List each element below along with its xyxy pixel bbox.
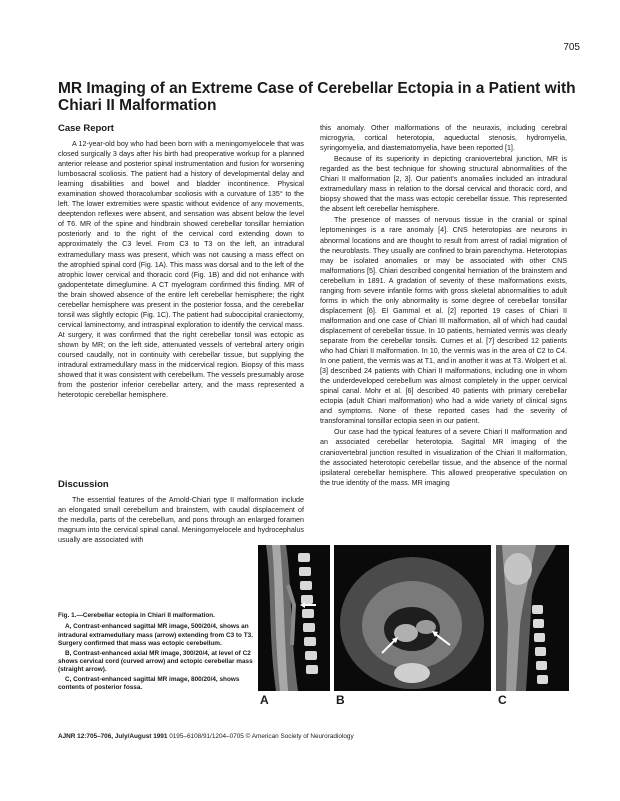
- discussion-paragraph: The essential features of the Arnold-Chiari type II malformation include an elongated small cerebellum and brainstem, with caudal displacement of the medulla, parts of the cerebellum, and pons through an enlarged foramen magnum into the cervical spinal canal. Meningomyelocele and hydrocephalus usually are associated with: [58, 496, 304, 545]
- caption-item-c: C, Contrast-enhanced sagittal MR image, 800/20/4, shows contents of posterior fossa.: [58, 675, 240, 692]
- figure-label-a: A: [260, 693, 269, 707]
- right-paragraph-1: this anomaly. Other malformations of the neuraxis, including cerebral microgyria, cortical heterotopia, aqueductal stenosis, hydromyelia, syringomyelia, and diastematomyelia, have been reported [1].: [320, 124, 567, 153]
- caption-item-a: A, Contrast-enhanced sagittal MR image, 500/20/4, shows an intradural extramedullary mass (arrow) extending from C3 to T3. Surgery confirmed that mass was ectopic cerebellum.: [58, 623, 253, 648]
- page-number: 705: [563, 42, 580, 53]
- right-paragraph-2: Because of its superiority in depicting craniovertebral junction, MR is regarded as the best technique for showing structural abnormalities of the Chiari II malformation [2, 3]. Our patient's anomalies included an intradural extramedullary mass in relation to the dorsal cervical and thoracic cord, and biopsy showed that the mass was ectopic cerebellar tissue. This represented the absent left cerebellar hemisphere.: [320, 155, 567, 214]
- caption-item-b: B, Contrast-enhanced axial MR image, 300/20/4, at level of C2 shows cervical cord (curved arrow) and ectopic cerebellar mass (straight arrow).: [58, 649, 253, 674]
- footer-details: 0195–6108/91/1204–0705 © American Society of Neuroradiology: [169, 733, 354, 740]
- figure-label-b: B: [336, 693, 345, 707]
- footer-journal: AJNR 12:705–706, July/August 1991: [58, 733, 168, 740]
- case-report-paragraph: A 12-year-old boy who had been born with a meningomyelocele that was closed surgically 3 days after his birth had preoperative workup for a planned anterior release and posterior spinal instrumentation and fusion for worsening lumbosacral scoliosis. The patient had a history of developmental delay and learning disabilities and bowel and bladder incontinence. Physical examination showed thoracolumbar scoliosis with a curvature of 135° to the left. The lower extremities were spastic without evidence of any movements, deeptendon reflexes were absent, and sensation was absent below the level of T6. MR of the spine and hindbrain showed cerebellar tonsillar herniation posteriorly and to the right of the cervical cord extending down to approximately the C3 level. From C3 to T3 on the left, an intradural extramedullary mass was present, which was not causing a mass effect on the atrophied spinal cord (Fig. 1A). This mass was dorsal and to the left of the atrophic lower cervical and thoracic cord (Fig. 1B) and did not enhance with gadopentetate dimeglumine. A CT myelogram confirmed this finding. MR of the brain showed absence of the entire left cerebellar hemisphere; the right cerebellar hemisphere was present in the posterior fossa, and the cerebellar tonsil was slightly ectopic (Fig. 1C). The patient had suboccipital craniectomy, cervical laminectomy, and intraspinal exploration to identify the cervical mass. At surgery, it was confirmed that the right cerebellar tonsil was ectopic as shown by MR; on the left side, attenuated vessels of vertebral artery origin coursed caudally, not in continuity with cerebellar tissue, but supplying the intradural extramedullary mass in the midcervical region. Biopsy of this mass showed that it was consistent with cerebellum. The vessels presumably arose from the posterior inferior cerebellar artery, and the mass represented a heterotopic cerebellar hemisphere.: [58, 140, 304, 400]
- article-title: MR Imaging of an Extreme Case of Cerebellar Ectopia in a Patient with Chiari II Malformation: [58, 80, 576, 114]
- discussion-heading: Discussion: [58, 479, 109, 490]
- mr-image-sagittal-posterior-fossa: [496, 545, 569, 691]
- right-paragraph-4: Our case had the typical features of a severe Chiari II malformation and an associated cerebellar heterotopia. Sagittal MR imaging of the craniovertebral junction resulted in visualization of the Chiari II malformation, the associated heterotopic cerebellar tissue, and the absence of the normal ipsilateral cerebellar hemisphere. This allowed preoperative speculation on the true identity of the mass. MR imaging: [320, 428, 567, 487]
- case-report-body: [58, 139, 304, 400]
- right-column-body: [320, 123, 567, 488]
- figure-caption: [58, 612, 254, 694]
- mr-image-sagittal-spine: [258, 545, 330, 691]
- discussion-body: [58, 495, 304, 545]
- figure-label-c: C: [498, 693, 507, 707]
- caption-title: Fig. 1.—Cerebellar ectopia in Chiari II malformation.: [58, 612, 215, 619]
- right-paragraph-3: The presence of masses of nervous tissue in the cranial or spinal leptomeninges is a rare anomaly [4]. CNS heterotopias are neurons in abnormal locations and are thought to result from arrest of radial migration of the neuroblasts. They usually are confined to brain parenchyma. Heterotopias may be isolated anomalies or may be associated with other CNS malformations [5]. Chiari described congenital herniation of the brainstem and cerebellum in 1891. A gradation of severity of these malformations exists, ranging from severe infantile forms with gross skeletal abnormalities to adult forms in which the only abnormality is some degree of cerebellar tonsillar displacement [6]. El Gammal et al. [2] reported 19 cases of Chiari II malformation and one case of Chiari III malformation, all of which had caudal displacement of cerebellar tissue. In 10 patients, herniated vermis was clearly separate from the cerebellar tonsils. Curnes et al. [7] described 12 patients who had Chiari II malformation. In 10, the vermis was in the area of C2 to C4. In one patient, the vermis was at T1, and in another it was at T3. Wolpert et al. [3] described 24 patients with Chiari II malformations, including one in whom the underdeveloped cerebellum was almost completely in the upper cervical spinal canal. Mohr et al. [6] described 40 patients with primary cerebellar ectopia (adult Chiari malformation) who had a wide variety of clinical signs and symptoms. None of these reported cases had the severity of transforaminal tonsillar ectopia seen in our patient.: [320, 216, 567, 426]
- mr-image-axial-c2: [334, 545, 491, 691]
- page-footer: [58, 733, 354, 740]
- case-report-heading: Case Report: [58, 123, 114, 134]
